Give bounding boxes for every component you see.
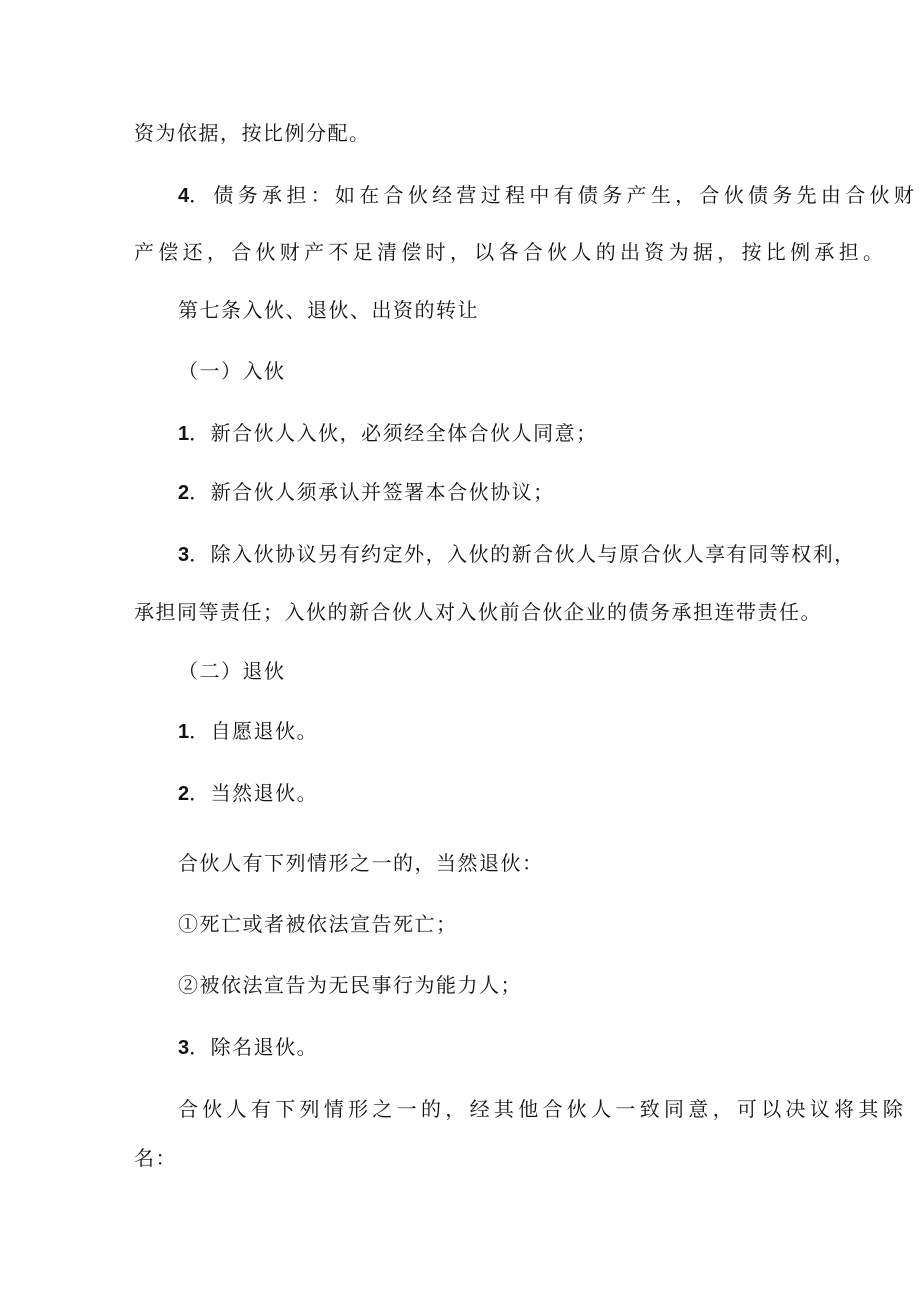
- text-line-1: 资为依据，按比例分配。: [134, 121, 371, 145]
- text-line-12: [178, 781, 318, 806]
- list-text: ．新合伙人入伙，必须经全体合伙人同意；: [189, 421, 598, 445]
- list-number: 1: [178, 423, 190, 445]
- section-heading-article-7: 第七条入伙、退伙、出资的转让: [178, 298, 479, 322]
- text-line-9: 承担同等责任；入伙的新合伙人对入伙前合伙企业的债务承担连带责任。: [134, 600, 822, 624]
- list-number: 2: [178, 482, 190, 504]
- list-text: ．除名退伙。: [189, 1035, 319, 1059]
- list-text: ．除入伙协议另有约定外，入伙的新合伙人与原合伙人享有同等权利，: [189, 542, 856, 566]
- text-line-2: [178, 183, 918, 208]
- text-line-14: ①死亡或者被依法宣告死亡；: [178, 912, 458, 936]
- text-line-7: [178, 480, 555, 505]
- subheading-withdrawal: （二）退伙: [178, 659, 286, 683]
- list-text: ．自愿退伙。: [189, 719, 319, 743]
- subheading-joining: （一）入伙: [178, 359, 286, 383]
- list-text: ．当然退伙。: [189, 781, 319, 805]
- text-line-15: ②被依法宣告为无民事行为能力人；: [178, 973, 522, 997]
- list-number: 2: [178, 783, 190, 805]
- list-text: ．新合伙人须承认并签署本合伙协议；: [189, 480, 555, 504]
- text-line-11: [178, 719, 318, 744]
- text-line-6: [178, 421, 598, 446]
- text-line-18: 名：: [134, 1146, 177, 1170]
- list-number: 3: [178, 544, 190, 566]
- text-line-16: [178, 1035, 318, 1060]
- list-text: ．债务承担：如在合伙经营过程中有债务产生，合伙债务先由合伙财: [189, 183, 919, 207]
- text-line-3: 产偿还，合伙财产不足清偿时，以各合伙人的出资为据，按比例承担。: [134, 240, 888, 264]
- text-line-17: 合伙人有下列情形之一的，经其他合伙人一致同意，可以决议将其除: [178, 1097, 907, 1121]
- text-line-13: 合伙人有下列情形之一的，当然退伙：: [178, 851, 544, 875]
- list-number: 3: [178, 1037, 190, 1059]
- list-number: 1: [178, 721, 190, 743]
- list-number: 4: [178, 185, 190, 207]
- text-line-8: [178, 542, 856, 567]
